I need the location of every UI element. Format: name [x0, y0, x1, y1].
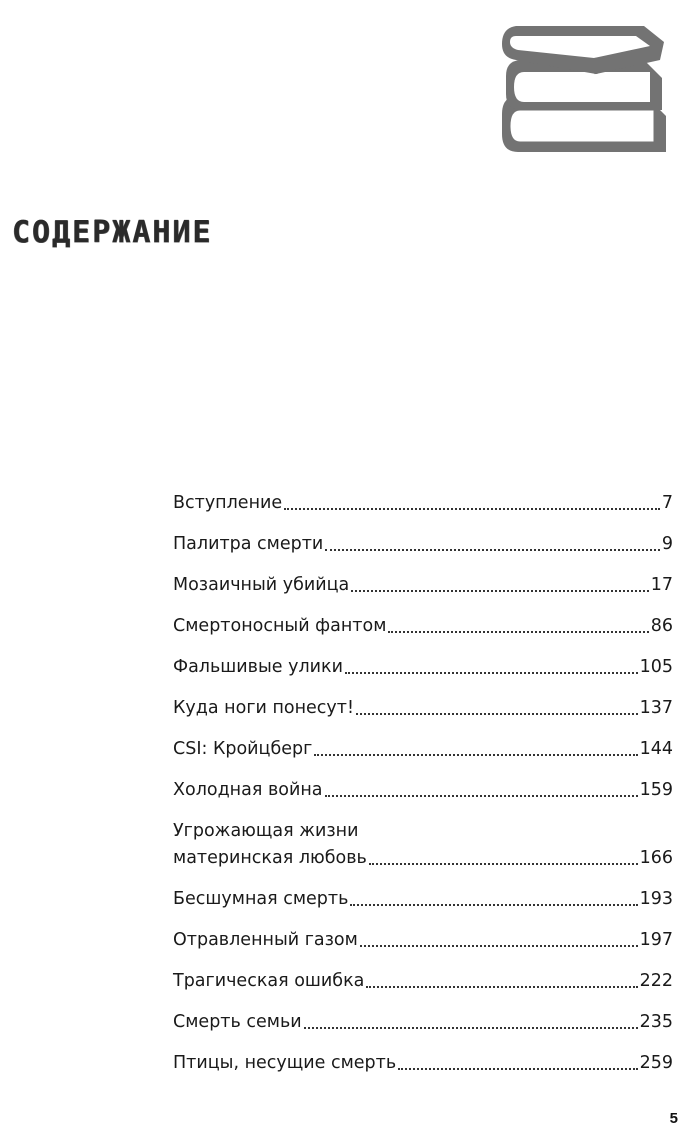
dot-leader	[284, 508, 660, 510]
page-number: 5	[669, 1110, 678, 1127]
toc-entry-page: 193	[639, 889, 673, 909]
toc-entry-page: 137	[639, 698, 673, 718]
toc-entry[interactable]	[173, 1050, 673, 1077]
dot-leader	[356, 713, 638, 715]
dot-leader	[398, 1068, 637, 1070]
toc-entry[interactable]	[173, 968, 673, 995]
toc-entry-title: CSI: Кройцберг	[173, 739, 313, 759]
dot-leader	[350, 904, 637, 906]
toc-entry[interactable]	[173, 927, 673, 954]
toc-entry-page: 259	[639, 1053, 673, 1073]
dot-leader	[325, 795, 638, 797]
toc-entry[interactable]	[173, 695, 673, 722]
table-of-contents	[173, 490, 673, 1091]
toc-entry[interactable]	[173, 572, 673, 599]
toc-entry[interactable]	[173, 818, 673, 872]
toc-entry-page: 235	[639, 1012, 673, 1032]
toc-entry[interactable]	[173, 654, 673, 681]
toc-entry-title: Смерть семьи	[173, 1012, 302, 1032]
toc-entry-title: Вступление	[173, 493, 283, 513]
dot-leader	[345, 672, 638, 674]
toc-entry-page: 222	[639, 971, 673, 991]
dot-leader	[369, 863, 638, 865]
toc-entry-title: Бесшумная смерть	[173, 889, 349, 909]
toc-entry[interactable]	[173, 736, 673, 763]
dot-leader	[388, 631, 648, 633]
toc-entry-page: 105	[639, 657, 673, 677]
toc-entry-title: Фальшивые улики	[173, 657, 343, 677]
toc-entry-page: 166	[639, 848, 673, 868]
toc-entry-title: Отравленный газом	[173, 930, 358, 950]
toc-entry-title: Палитра смерти	[173, 534, 324, 554]
toc-entry-title: Угрожающая жизни материнская любовь	[173, 821, 367, 868]
toc-entry-title: Холодная война	[173, 780, 323, 800]
dot-leader	[314, 754, 637, 756]
toc-entry-title: Трагическая ошибка	[173, 971, 365, 991]
toc-entry-page: 7	[661, 493, 673, 513]
toc-entry-title: Смертоносный фантом	[173, 616, 387, 636]
dot-leader	[304, 1027, 638, 1029]
toc-entry[interactable]	[173, 531, 673, 558]
toc-entry-page: 17	[650, 575, 673, 595]
dot-leader	[325, 549, 660, 551]
toc-entry-page: 144	[639, 739, 673, 759]
page-title: СОДЕРЖАНИЕ	[12, 215, 213, 250]
toc-entry-title: Мозаичный убийца	[173, 575, 350, 595]
toc-entry-title: Куда ноги понесут!	[173, 698, 354, 718]
toc-entry[interactable]	[173, 490, 673, 517]
toc-entry-page: 9	[661, 534, 673, 554]
toc-entry-title: Птицы, несущие смерть	[173, 1053, 397, 1073]
stack-of-books-icon	[496, 20, 671, 158]
toc-entry-page: 86	[650, 616, 673, 636]
toc-entry[interactable]	[173, 1009, 673, 1036]
dot-leader	[366, 986, 637, 988]
dot-leader	[351, 590, 648, 592]
toc-entry-page: 159	[639, 780, 673, 800]
dot-leader	[360, 945, 638, 947]
toc-entry[interactable]	[173, 777, 673, 804]
toc-entry[interactable]	[173, 886, 673, 913]
toc-entry-page: 197	[639, 930, 673, 950]
toc-entry[interactable]	[173, 613, 673, 640]
